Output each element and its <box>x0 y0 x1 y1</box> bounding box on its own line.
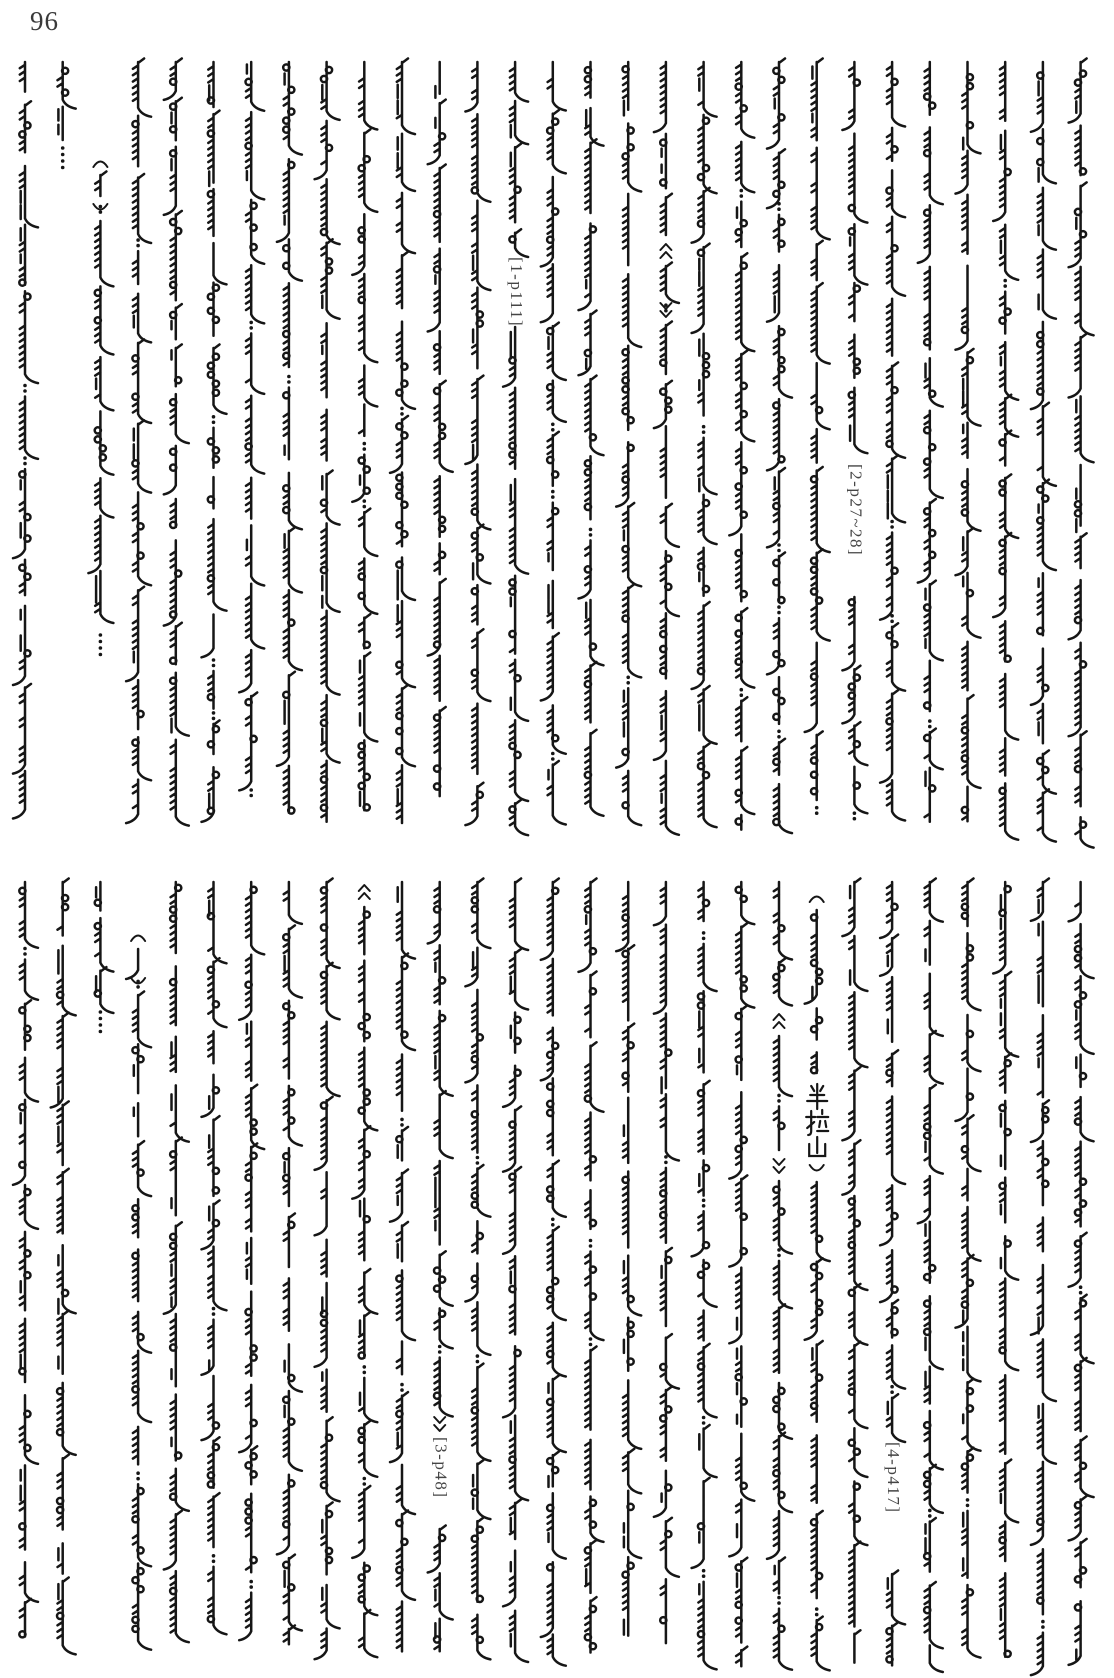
page-number: 96 <box>30 6 59 36</box>
chinese-annotation <box>806 1084 828 1156</box>
citation-ref: [3-p48] <box>431 1437 451 1499</box>
citation-ref: [1-p111] <box>507 257 527 328</box>
mongolian-script-strokes <box>13 59 1094 1676</box>
mongolian-script-strokes <box>93 162 823 1432</box>
citation-ref: [4-p417] <box>884 1442 904 1514</box>
citation-ref: [2-p27~28] <box>846 464 866 557</box>
